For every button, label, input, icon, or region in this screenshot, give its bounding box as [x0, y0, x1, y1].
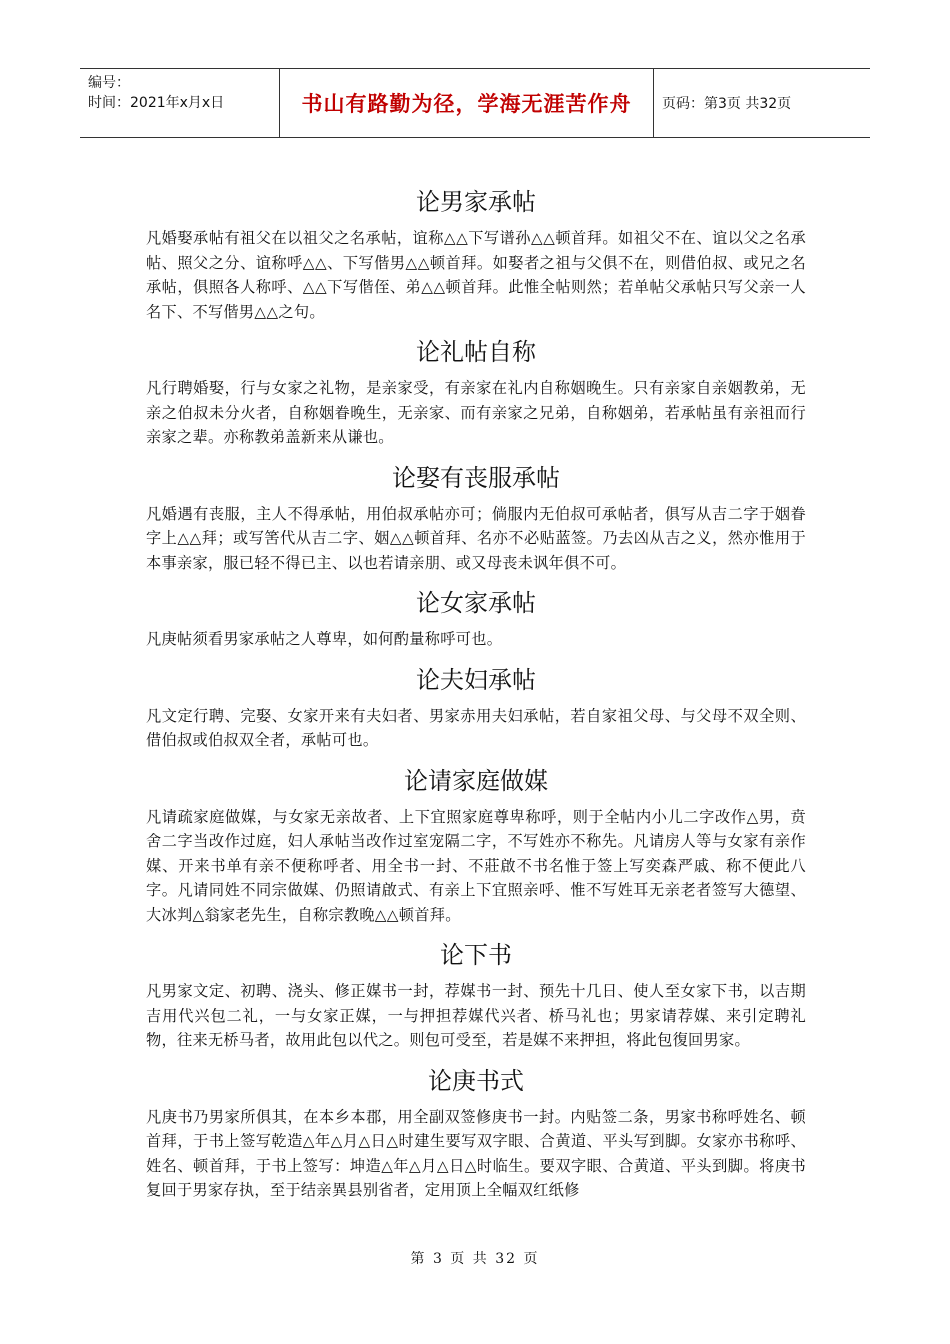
section-paragraph: 凡文定行聘、完娶、女家开来有夫妇者、男家赤用夫妇承帖，若自家祖父母、与父母不双全则、借伯叔或伯叔双全者，承帖可也。: [146, 706, 806, 749]
section: [146, 765, 806, 928]
number-label: 编号：: [88, 75, 130, 91]
section-title: 论请家庭做媒: [404, 766, 548, 795]
section: [146, 939, 806, 1053]
document-body: [146, 186, 806, 1215]
section-title: 论女家承帖: [416, 589, 536, 617]
header-page-info: 页码：第3页 共32页: [662, 96, 792, 112]
section: [146, 1065, 806, 1203]
section: [146, 462, 806, 576]
section: [146, 587, 806, 652]
section-title: 论下书: [440, 941, 512, 969]
section: [146, 186, 806, 324]
section-paragraph: 凡请疏家庭做媒，与女家无亲故者、上下宜照家庭尊卑称呼，则于全帖内小儿二字改作△男，贲舍二字当改作过庭，妇人承帖当改作过室宠隔二字，不写姓亦不称先。凡请房人等与女家有亲作媒、开来书单有亲不便称呼者、用全书一封、不莊啟不书名惟于签上写奕森严戚、称不便此八字。凡请同姓不同宗做媒、仍照请啟式、有亲上下宜照亲呼、惟不写姓耳无亲老者签写大德望、大冰判△翁家老先生，自称宗教晚△△顿首拜。: [146, 807, 806, 924]
section: [146, 336, 806, 450]
date-label: 时间：2021年x月x日: [88, 95, 225, 111]
header-motto: 书山有路勤为径，学海无涯苦作舟: [280, 69, 654, 137]
section-title: 论礼帖自称: [416, 338, 536, 366]
section-paragraph: 凡婚遇有丧服，主人不得承帖，用伯叔承帖亦可；倘服内无伯叔可承帖者，俱写从吉二字于姻眷字上△△拜；或写筈代从吉二字、姻△△顿首拜、名亦不必贴蓝签。乃去凶从吉之义，然亦惟用于本事亲家，服已轻不得已主、以也若请亲朋、或又母丧未讽年俱不可。: [146, 504, 806, 572]
section-title: 论庚书式: [428, 1066, 524, 1095]
section-paragraph: 凡行聘婚娶，行与女家之礼物，是亲家受，有亲家在礼内自称姻晚生。只有亲家自亲姻教弟，无亲之伯叔未分火者，自称姻眷晚生，无亲家、而有亲家之兄弟，自称姻弟，若承帖虽有亲祖而行亲家之辈。亦称教弟盖新来从谦也。: [146, 379, 806, 446]
section: [146, 664, 806, 753]
header-meta: [80, 69, 280, 137]
section-title: 论夫妇承帖: [416, 665, 536, 694]
section-paragraph: 凡庚帖须看男家承帖之人尊卑，如何酌量称呼可也。: [146, 630, 503, 648]
section-paragraph: 凡婚娶承帖有祖父在以祖父之名承帖，谊称△△下写谱孙△△顿首拜。如祖父不在、谊以父之名承帖、照父之分、谊称呼△△、下写偕男△△顿首拜。如娶者之祖与父俱不在，则借伯叔、或兄之名承帖，俱照各人称呼、△△下写偕侄、弟△△顿首拜。此惟全帖则然；若单帖父承帖只写父亲一人名下、不写偕男△△之句。: [146, 229, 806, 321]
section-title: 论男家承帖: [416, 188, 536, 216]
page-header: [80, 68, 870, 138]
section-paragraph: 凡庚书乃男家所俱其，在本乡本郡，用全副双签修庚书一封。内贴签二条，男家书称呼姓名、顿首拜，于书上签写乾造△年△月△日△时建生要写双字眼、合黄道、平头写到脚。女家亦书称呼、姓名、顿首拜，于书上签写：坤造△年△月△日△时临生。要双字眼、合黄道、平头到脚。将庚书复回于男家存执，至于结亲異县别省者，定用顶上全幅双红纸修: [146, 1107, 806, 1199]
section-title: 论娶有丧服承帖: [392, 463, 560, 492]
page-footer: 第 3 页 共 32 页: [410, 1251, 540, 1267]
section-paragraph: 凡男家文定、初聘、浇头、修正媒书一封，荐媒书一封、预先十几日、使人至女家下书，以吉期吉用代兴包二礼，一与女家正媒，一与押担荐媒代兴者、桥马礼也；男家请荐媒、来引定聘礼物，往来无桥马者，故用此包以代之。则包可受至，若是媒不来押担，将此包復回男家。: [146, 982, 806, 1049]
